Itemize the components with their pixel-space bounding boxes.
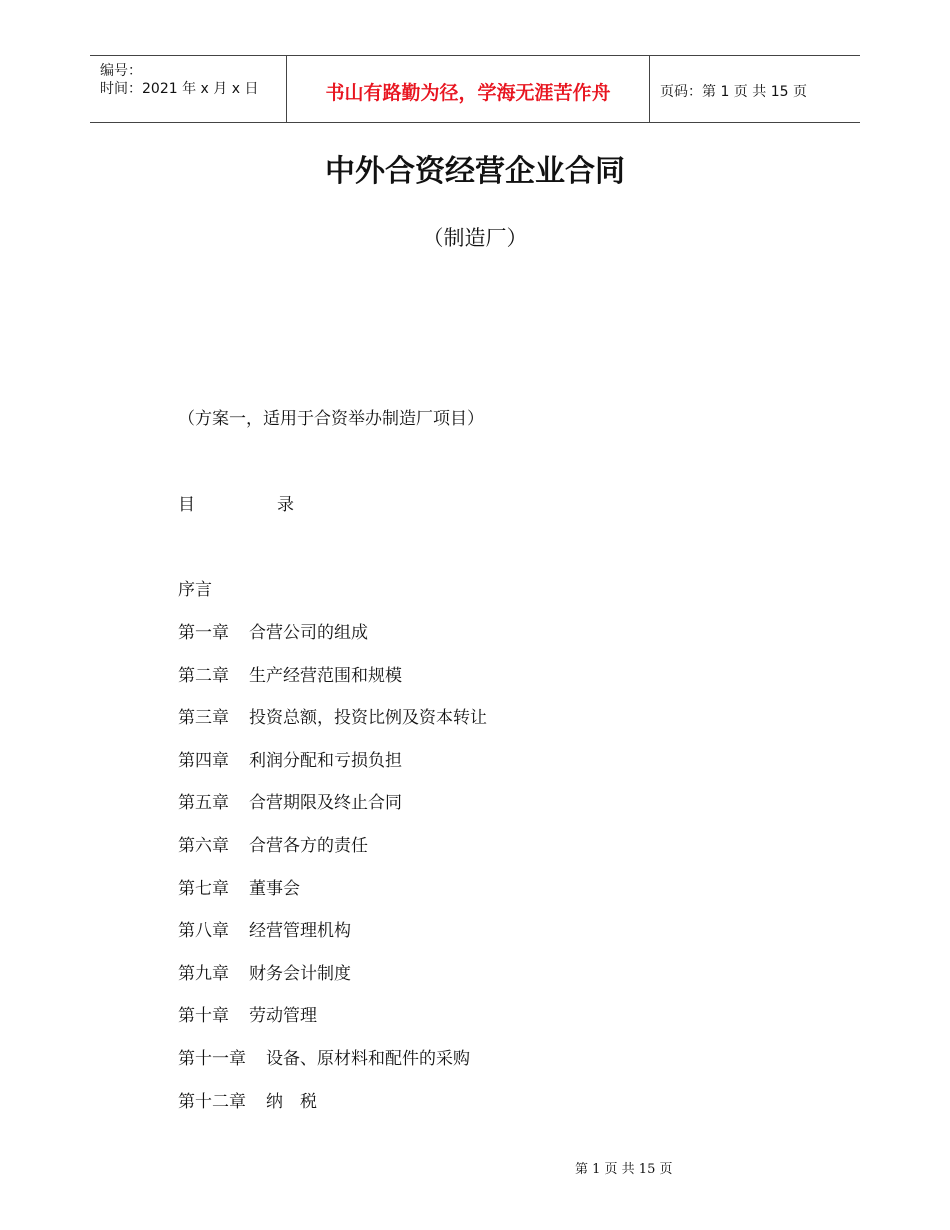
toc-heading-right: 录 (277, 495, 294, 515)
toc-item (178, 746, 487, 789)
toc-chapter-number: 第一章 (178, 623, 229, 643)
toc-item (178, 831, 487, 874)
toc-chapter-number: 第二章 (178, 665, 229, 686)
header-motto: 书山有路勤为径，学海无涯苦作舟 (325, 82, 611, 104)
document-time-label: 时间：2021 年 x 月 x 日 (100, 81, 259, 97)
toc-item (178, 661, 487, 704)
toc-chapter-number: 第十章 (178, 1006, 229, 1027)
toc-item (178, 618, 487, 661)
scheme-note: （方案一，适用于合资举办制造厂项目） (178, 409, 484, 429)
header-meta-cell (90, 56, 285, 122)
document-header (90, 55, 860, 123)
toc-item (178, 788, 487, 831)
toc-item (178, 1087, 487, 1130)
toc-chapter-title: 董事会 (249, 878, 300, 899)
toc-chapter-title: 合营各方的责任 (249, 835, 368, 856)
toc-heading-left: 目 (178, 495, 195, 515)
toc-chapter-number: 第六章 (178, 835, 229, 856)
page-footer: 第 1 页 共 15 页 (575, 1162, 673, 1177)
header-page-info: 页码：第 1 页 共 15 页 (660, 84, 807, 100)
toc-chapter-title: 劳动管理 (249, 1006, 317, 1027)
toc-chapter-title: 合营期限及终止合同 (249, 793, 402, 814)
toc-chapter-number: 第三章 (178, 708, 229, 729)
toc-chapter-number: 第九章 (178, 963, 229, 984)
toc-chapter-number: 第十一章 (178, 1048, 246, 1069)
toc-item (178, 916, 487, 959)
toc-chapter-number: 第五章 (178, 793, 229, 814)
toc-chapter-title: 合营公司的组成 (249, 623, 368, 643)
toc-chapter-number: 第十二章 (178, 1091, 246, 1112)
toc-item (178, 703, 487, 746)
toc-chapter-number: 第七章 (178, 878, 229, 899)
document-subtitle: （制造厂） (422, 226, 528, 250)
toc-chapter-title: 经营管理机构 (249, 921, 351, 942)
header-motto-cell (286, 56, 650, 122)
toc-chapter-number: 第八章 (178, 921, 229, 942)
toc-chapter-title: 纳 税 (266, 1091, 317, 1112)
table-of-contents (178, 618, 487, 1129)
toc-item (178, 1001, 487, 1044)
toc-item (178, 874, 487, 917)
document-number-label: 编号： (100, 63, 142, 79)
toc-item (178, 959, 487, 1002)
toc-chapter-title: 生产经营范围和规模 (249, 665, 402, 686)
toc-chapter-title: 投资总额，投资比例及资本转让 (249, 708, 487, 729)
header-page-cell (650, 56, 860, 122)
toc-chapter-number: 第四章 (178, 750, 229, 771)
toc-item (178, 1044, 487, 1087)
toc-chapter-title: 财务会计制度 (249, 963, 351, 984)
document-title: 中外合资经营企业合同 (325, 154, 625, 189)
toc-preface: 序言 (178, 580, 212, 600)
toc-chapter-title: 设备、原材料和配件的采购 (266, 1048, 470, 1069)
toc-chapter-title: 利润分配和亏损负担 (249, 750, 402, 771)
toc-heading (178, 490, 294, 515)
